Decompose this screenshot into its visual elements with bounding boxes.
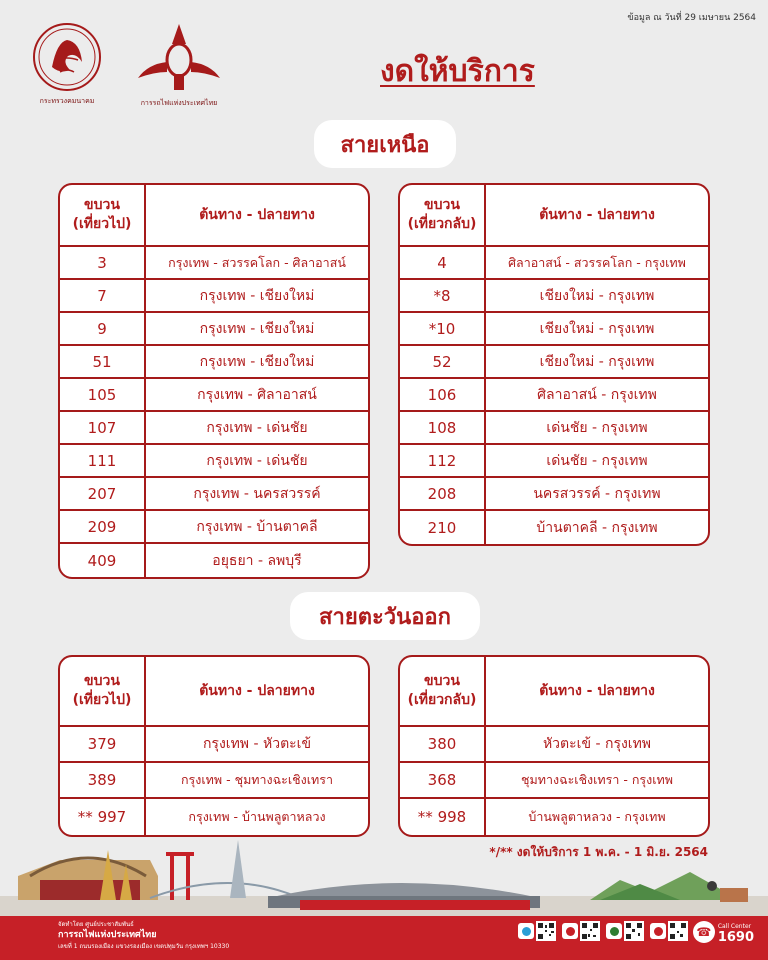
phone-icon: ☎ (693, 921, 715, 943)
train-number: 208 (400, 478, 486, 511)
section-east-label: สายตะวันออก (290, 592, 480, 640)
table-row (60, 478, 368, 511)
train-number: 111 (60, 445, 146, 478)
train-number: 9 (60, 313, 146, 346)
table-row (400, 763, 708, 799)
srt-caption: การรถไฟแห่งประเทศไทย (140, 99, 218, 107)
qr-code-icon (668, 921, 688, 941)
table-row (400, 511, 708, 544)
table-row (60, 511, 368, 544)
footer-contact-label: จัดทำโดย ศูนย์ประชาสัมพันธ์ (58, 921, 134, 928)
train-number: 209 (60, 511, 146, 544)
table-row (400, 280, 708, 313)
train-number: *8 (400, 280, 486, 313)
train-number: *10 (400, 313, 486, 346)
route: กรุงเทพ - สวรรคโลก - ศิลาอาสน์ (146, 247, 368, 280)
train-number: 7 (60, 280, 146, 313)
table-row (60, 445, 368, 478)
col-header-train: ขบวน (เที่ยวไป) (60, 185, 146, 247)
east-return-table (398, 655, 710, 837)
route: กรุงเทพ - เชียงใหม่ (146, 280, 368, 313)
train-number: 105 (60, 379, 146, 412)
route: กรุงเทพ - เชียงใหม่ (146, 346, 368, 379)
social-qr-row (518, 921, 688, 941)
route: อยุธยา - ลพบุรี (212, 552, 302, 569)
table-row (60, 799, 368, 835)
route: เด่นชัย - กรุงเทพ (486, 412, 708, 445)
train-number: 368 (400, 763, 486, 799)
train-number: 409 (60, 544, 146, 577)
col-header-route: ต้นทาง - ปลายทาง (486, 657, 708, 727)
train-number: 51 (60, 346, 146, 379)
table-row (400, 799, 708, 835)
footer-contact (58, 919, 229, 952)
route: กรุงเทพ - บ้านตาคลี (146, 511, 368, 544)
table-row (60, 412, 368, 445)
route: ศิลาอาสน์ - กรุงเทพ (486, 379, 708, 412)
app-icon (518, 923, 534, 939)
page-title: งดให้บริการ (380, 54, 535, 89)
north-outbound-table (58, 183, 370, 579)
footer-org-name: การรถไฟแห่งประเทศไทย (58, 930, 157, 940)
table-row (400, 727, 708, 763)
ministry-logo (32, 22, 102, 107)
route: เด่นชัย - กรุงเทพ (486, 445, 708, 478)
table-row (60, 544, 368, 577)
srt-emblem-icon (134, 22, 224, 94)
route: กรุงเทพ - เด่นชัย (146, 412, 368, 445)
train-number: 107 (60, 412, 146, 445)
train-number: 112 (400, 445, 486, 478)
table-row (60, 727, 368, 763)
route: เชียงใหม่ - กรุงเทพ (486, 346, 708, 379)
facebook-icon (562, 923, 578, 939)
qr-code-icon (624, 921, 644, 941)
table-row (400, 412, 708, 445)
table-row (60, 379, 368, 412)
col-header-train: ขบวน (เที่ยวไป) (60, 657, 146, 727)
train-number: ** 997 (60, 799, 146, 835)
line-icon (606, 923, 622, 939)
col-header-route: ต้นทาง - ปลายทาง (486, 185, 708, 247)
app-qr[interactable] (518, 921, 556, 941)
footer-address: เลขที่ 1 ถนนรองเมือง แขวงรองเมือง เขตปทุมวัน กรุงเทพฯ 10330 (58, 943, 230, 950)
ministry-seal-icon (32, 22, 102, 92)
train-number: 389 (60, 763, 146, 799)
section-north-label: สายเหนือ (314, 120, 456, 168)
call-center-label: Call Center (717, 923, 752, 930)
table-row (400, 379, 708, 412)
col-header-route: ต้นทาง - ปลายทาง (146, 185, 368, 247)
footer-bar (0, 916, 768, 960)
route: กรุงเทพ - เชียงใหม่ (146, 313, 368, 346)
table-row (60, 313, 368, 346)
route: หัวตะเข้ - กรุงเทพ (486, 727, 708, 763)
bangkok-skyline-illustration (0, 840, 768, 920)
call-center-number: 1690 (717, 930, 754, 945)
east-outbound-table (58, 655, 370, 837)
route: ศิลาอาสน์ - สวรรคโลก - กรุงเทพ (486, 247, 708, 280)
table-row (400, 247, 708, 280)
line-qr[interactable] (606, 921, 644, 941)
route: เชียงใหม่ - กรุงเทพ (486, 280, 708, 313)
table-row (60, 763, 368, 799)
train-number: 207 (60, 478, 146, 511)
col-header-train: ขบวน (เที่ยวกลับ) (400, 185, 486, 247)
table-row (400, 478, 708, 511)
col-header-train: ขบวน (เที่ยวกลับ) (400, 657, 486, 727)
table-row (60, 280, 368, 313)
table-row (400, 445, 708, 478)
facebook-qr[interactable] (562, 921, 600, 941)
train-number: 379 (60, 727, 146, 763)
table-row (60, 346, 368, 379)
train-number: 210 (400, 511, 486, 544)
qr-code-icon (536, 921, 556, 941)
train-number: 3 (60, 247, 146, 280)
route: กรุงเทพ - ศิลาอาสน์ (146, 379, 368, 412)
table-row (400, 313, 708, 346)
route: เชียงใหม่ - กรุงเทพ (486, 313, 708, 346)
data-date-note: ข้อมูล ณ วันที่ 29 เมษายน 2564 (627, 13, 756, 23)
srt-logo (134, 22, 224, 109)
north-return-table (398, 183, 710, 546)
qr-code-icon (580, 921, 600, 941)
route: กรุงเทพ - บ้านพลูตาหลวง (188, 809, 326, 824)
train-number: ** 998 (400, 799, 486, 835)
train-number: 380 (400, 727, 486, 763)
suspension-footnote: */** งดให้บริการ 1 พ.ค. - 1 มิ.ย. 2564 (489, 845, 708, 859)
table-row (60, 247, 368, 280)
col-header-route: ต้นทาง - ปลายทาง (146, 657, 368, 727)
route: กรุงเทพ - เด่นชัย (146, 445, 368, 478)
route: นครสวรรค์ - กรุงเทพ (486, 478, 708, 511)
train-number: 106 (400, 379, 486, 412)
ministry-caption: กระทรวงคมนาคม (39, 97, 95, 105)
train-number: 108 (400, 412, 486, 445)
train-number: 52 (400, 346, 486, 379)
route: กรุงเทพ - หัวตะเข้ (146, 727, 368, 763)
website-icon (650, 923, 666, 939)
route: ชุมทางฉะเชิงเทรา - กรุงเทพ (486, 763, 708, 799)
route: กรุงเทพ - ชุมทางฉะเชิงเทรา (146, 763, 368, 799)
website-qr[interactable] (650, 921, 688, 941)
route: บ้านพลูตาหลวง - กรุงเทพ (528, 809, 666, 824)
call-center[interactable] (693, 921, 754, 943)
train-number: 4 (400, 247, 486, 280)
route: กรุงเทพ - นครสวรรค์ (146, 478, 368, 511)
table-row (400, 346, 708, 379)
route: บ้านตาคลี - กรุงเทพ (536, 519, 658, 536)
